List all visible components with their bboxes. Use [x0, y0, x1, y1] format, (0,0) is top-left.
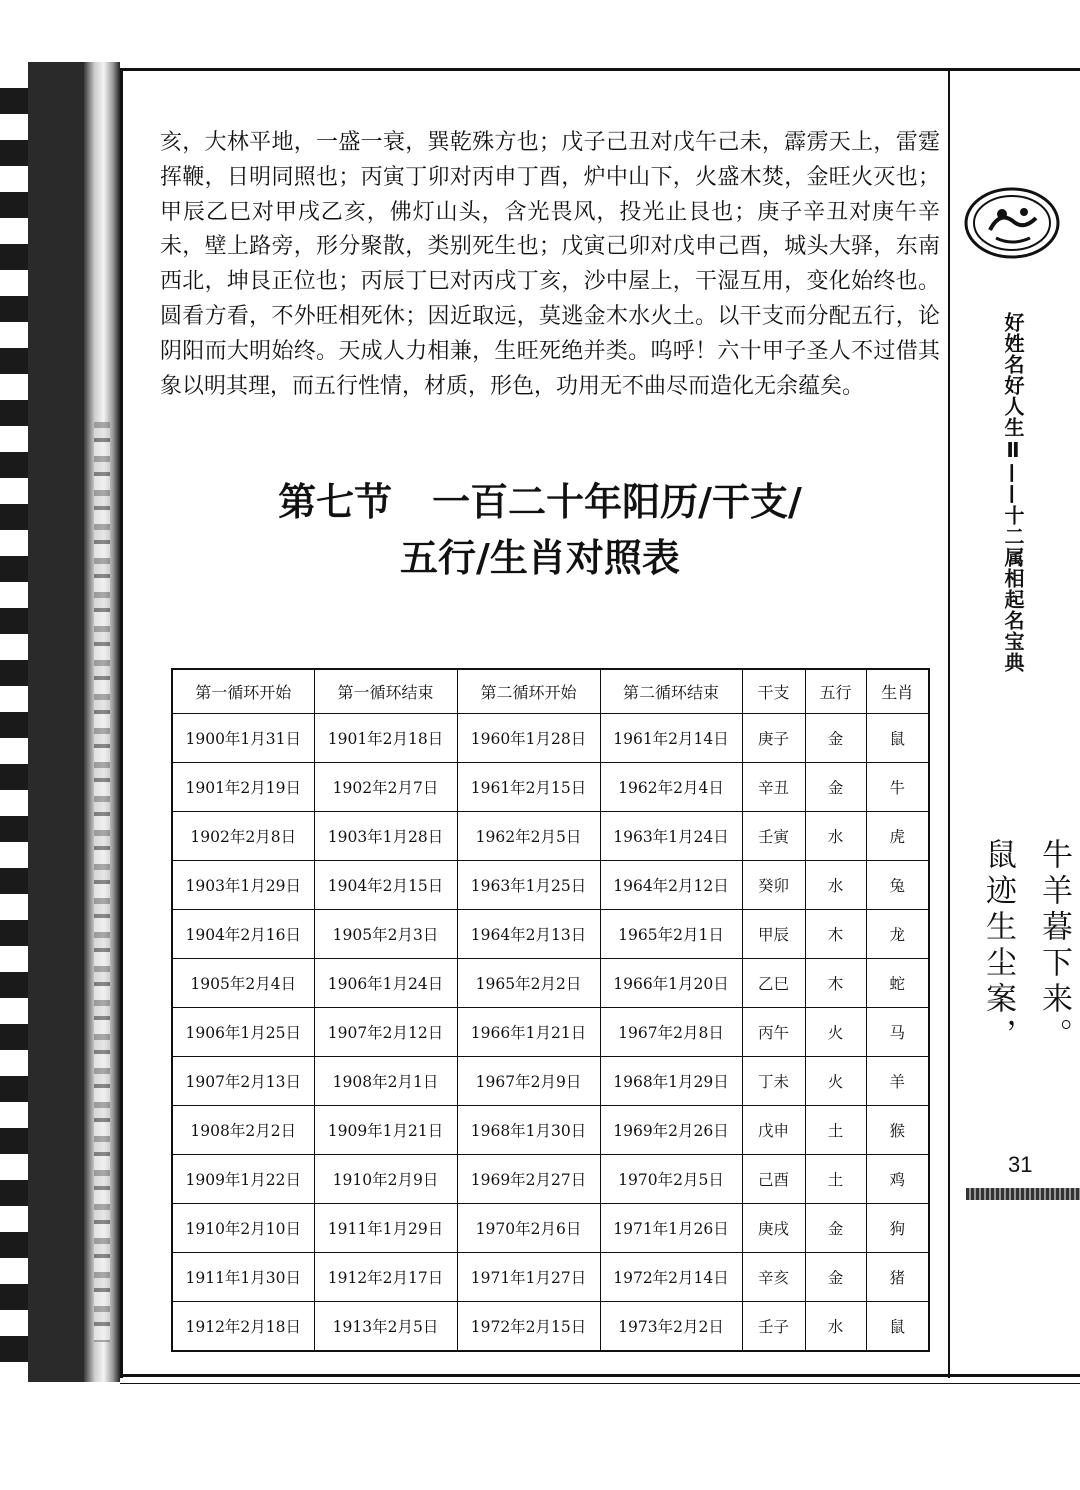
table-cell: 1964年2月12日 — [600, 861, 742, 910]
table-cell: 土 — [805, 1155, 866, 1204]
table-cell: 1961年2月15日 — [457, 763, 600, 812]
table-cell: 1973年2月2日 — [600, 1302, 742, 1352]
bottom-border — [120, 1374, 1080, 1377]
table-cell: 1911年1月29日 — [314, 1204, 457, 1253]
table-cell: 1909年1月22日 — [172, 1155, 314, 1204]
vertical-seal-pattern — [94, 422, 110, 1342]
table-cell: 1906年1月24日 — [314, 959, 457, 1008]
table-cell: 辛丑 — [742, 763, 805, 812]
table-cell: 1967年2月9日 — [457, 1057, 600, 1106]
table-cell: 金 — [805, 714, 866, 763]
table-cell: 木 — [805, 959, 866, 1008]
table-cell: 1902年2月8日 — [172, 812, 314, 861]
table-cell: 1901年2月19日 — [172, 763, 314, 812]
table-cell: 1964年2月13日 — [457, 910, 600, 959]
table-cell: 1969年2月26日 — [600, 1106, 742, 1155]
table-cell: 猴 — [866, 1106, 929, 1155]
table-cell: 甲辰 — [742, 910, 805, 959]
table-cell: 1908年2月2日 — [172, 1106, 314, 1155]
table-cell: 1901年2月18日 — [314, 714, 457, 763]
table-row — [172, 959, 929, 1008]
section-title-line1 — [150, 474, 930, 530]
bottom-border-thin — [120, 1383, 1080, 1384]
header-cycle1-end: 第一循环结束 — [314, 669, 457, 714]
table-cell: 龙 — [866, 910, 929, 959]
table-row — [172, 1253, 929, 1302]
table-cell: 土 — [805, 1106, 866, 1155]
table-cell: 羊 — [866, 1057, 929, 1106]
film-perforations — [0, 62, 28, 1382]
table-cell: 1912年2月17日 — [314, 1253, 457, 1302]
table-cell: 1912年2月18日 — [172, 1302, 314, 1352]
table-cell: 1902年2月7日 — [314, 763, 457, 812]
table-cell: 庚子 — [742, 714, 805, 763]
table-cell: 1962年2月4日 — [600, 763, 742, 812]
table-cell: 庚戌 — [742, 1204, 805, 1253]
table-cell: 1965年2月1日 — [600, 910, 742, 959]
table-cell: 1910年2月9日 — [314, 1155, 457, 1204]
table-cell: 马 — [866, 1008, 929, 1057]
table-cell: 1961年2月14日 — [600, 714, 742, 763]
header-wuxing: 五行 — [805, 669, 866, 714]
table-cell: 1962年2月5日 — [457, 812, 600, 861]
table-body — [172, 714, 929, 1352]
table-cell: 1900年1月31日 — [172, 714, 314, 763]
table-cell: 癸卯 — [742, 861, 805, 910]
table-cell: 1903年1月28日 — [314, 812, 457, 861]
section-title-line2: 五行/生肖对照表 — [400, 536, 680, 580]
table-cell: 1907年2月13日 — [172, 1057, 314, 1106]
section-title — [150, 474, 930, 586]
section-number: 第七节 — [278, 480, 393, 524]
table-cell: 1903年1月29日 — [172, 861, 314, 910]
table-cell: 1966年1月20日 — [600, 959, 742, 1008]
body-text — [160, 126, 940, 404]
table-row — [172, 910, 929, 959]
table-header-row — [172, 669, 929, 714]
table-cell: 1963年1月24日 — [600, 812, 742, 861]
table-cell: 兔 — [866, 861, 929, 910]
table-cell: 鼠 — [866, 1302, 929, 1352]
table-row — [172, 763, 929, 812]
sidebar — [948, 70, 1080, 1490]
book-title-vertical: 好姓名好人生Ⅱ——十二属相起名宝典 — [1001, 312, 1025, 673]
calendar-table — [171, 668, 930, 1352]
table-row — [172, 812, 929, 861]
table-cell: 1965年2月2日 — [457, 959, 600, 1008]
table-cell: 戊申 — [742, 1106, 805, 1155]
table-cell: 1972年2月14日 — [600, 1253, 742, 1302]
table-cell: 1967年2月8日 — [600, 1008, 742, 1057]
zodiac-emblem-icon — [962, 186, 1062, 260]
table-cell: 1908年2月1日 — [314, 1057, 457, 1106]
table-cell: 1970年2月5日 — [600, 1155, 742, 1204]
table-cell: 1905年2月4日 — [172, 959, 314, 1008]
table-cell: 1906年1月25日 — [172, 1008, 314, 1057]
body-paragraph: 亥，大林平地，一盛一衰，巽乾殊方也；戊子己丑对戊午己未，霹雳天上，雷霆挥鞭，日明同照也；丙寅丁卯对丙申丁酉，炉中山下，火盛木焚，金旺火灭也；甲辰乙巳对甲戌乙亥，佛灯山头，含光畏风，投光止艮也；庚子辛丑对庚午辛未，壁上路旁，形分聚散，类别死生也；戊寅己卯对戊申己酉，城头大驿，东南西北，坤艮正位也；丙辰丁巳对丙戌丁亥，沙中屋上，干湿互用，变化始终也。圆看方看，不外旺相死休；因近取远，莫逃金木水火土。以干支而分配五行，论阴阳而大明始终。天成人力相兼，生旺死绝并类。呜呼！六十甲子圣人不过借其象以明其理，而五行性情，材质，形色，功用无不曲尽而造化无余蕴矣。 — [160, 130, 940, 399]
table-cell: 火 — [805, 1057, 866, 1106]
table-cell: 1911年1月30日 — [172, 1253, 314, 1302]
table-row — [172, 1204, 929, 1253]
table-cell: 1971年1月27日 — [457, 1253, 600, 1302]
page-number-bar — [966, 1188, 1080, 1200]
table-cell: 牛 — [866, 763, 929, 812]
table-cell: 鼠 — [866, 714, 929, 763]
section-title-first: 一百二十年阳历/干支/ — [432, 480, 802, 524]
table-cell: 1972年2月15日 — [457, 1302, 600, 1352]
table-cell: 水 — [805, 861, 866, 910]
table-cell: 丁未 — [742, 1057, 805, 1106]
table-cell: 1904年2月16日 — [172, 910, 314, 959]
header-cycle2-end: 第二循环结束 — [600, 669, 742, 714]
table-cell: 己酉 — [742, 1155, 805, 1204]
table-cell: 壬子 — [742, 1302, 805, 1352]
header-ganzhi: 干支 — [742, 669, 805, 714]
table-cell: 金 — [805, 1204, 866, 1253]
table-cell: 1968年1月30日 — [457, 1106, 600, 1155]
table-cell: 丙午 — [742, 1008, 805, 1057]
table-cell: 辛亥 — [742, 1253, 805, 1302]
table-cell: 猪 — [866, 1253, 929, 1302]
table-row — [172, 1008, 929, 1057]
table-cell: 水 — [805, 1302, 866, 1352]
table-cell: 蛇 — [866, 959, 929, 1008]
top-border — [120, 68, 1080, 71]
table-cell: 1905年2月3日 — [314, 910, 457, 959]
table-cell: 水 — [805, 812, 866, 861]
table-cell: 鸡 — [866, 1155, 929, 1204]
poem-line-1: 牛羊暮下来。 — [1036, 838, 1072, 1054]
table-cell: 虎 — [866, 812, 929, 861]
poem-line-2: 鼠迹生尘案， — [980, 838, 1016, 1054]
table-cell: 1966年1月21日 — [457, 1008, 600, 1057]
table-cell: 1970年2月6日 — [457, 1204, 600, 1253]
table-cell: 1969年2月27日 — [457, 1155, 600, 1204]
table-cell: 1913年2月5日 — [314, 1302, 457, 1352]
table-cell: 木 — [805, 910, 866, 959]
table-cell: 1910年2月10日 — [172, 1204, 314, 1253]
table-cell: 1971年1月26日 — [600, 1204, 742, 1253]
table-cell: 1907年2月12日 — [314, 1008, 457, 1057]
header-cycle1-start: 第一循环开始 — [172, 669, 314, 714]
left-border — [120, 68, 123, 1378]
table-row — [172, 1106, 929, 1155]
film-strip-decoration — [0, 62, 120, 1382]
table-row — [172, 714, 929, 763]
table-cell: 1909年1月21日 — [314, 1106, 457, 1155]
table-row — [172, 1155, 929, 1204]
table-cell: 1960年1月28日 — [457, 714, 600, 763]
table-row — [172, 861, 929, 910]
table-cell: 火 — [805, 1008, 866, 1057]
table-cell: 1904年2月15日 — [314, 861, 457, 910]
header-zodiac: 生肖 — [866, 669, 929, 714]
table-cell: 壬寅 — [742, 812, 805, 861]
table-row — [172, 1302, 929, 1352]
table-cell: 金 — [805, 763, 866, 812]
table-cell: 乙巳 — [742, 959, 805, 1008]
table-cell: 1968年1月29日 — [600, 1057, 742, 1106]
table-cell: 狗 — [866, 1204, 929, 1253]
table-cell: 金 — [805, 1253, 866, 1302]
table-row — [172, 1057, 929, 1106]
page-number: 31 — [1008, 1152, 1033, 1177]
table-cell: 1963年1月25日 — [457, 861, 600, 910]
header-cycle2-start: 第二循环开始 — [457, 669, 600, 714]
